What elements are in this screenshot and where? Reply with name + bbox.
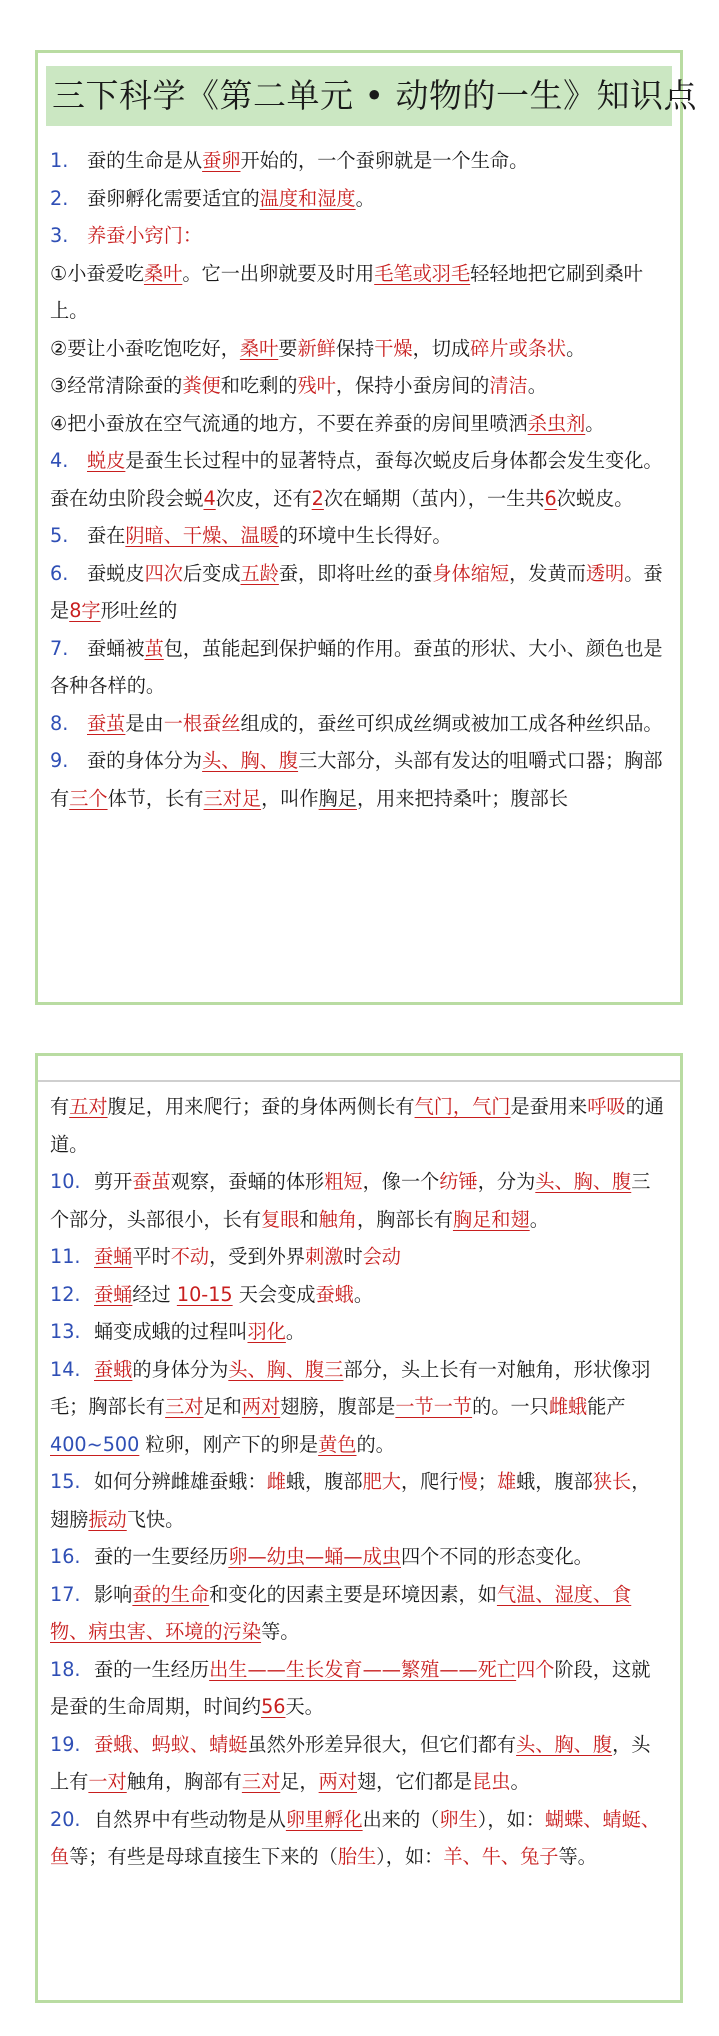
list-item: 5. 蚕在阴暗、干燥、温暖的环境中生长得好。	[50, 517, 668, 555]
item-number: 2.	[50, 186, 69, 210]
item-number: 9.	[50, 749, 69, 772]
list-item: ③经常清除蚕的粪便和吃剩的残叶，保持小蚕房间的清洁。	[50, 374, 547, 397]
item-number: 10.	[50, 1170, 81, 1193]
item-number: 3.	[50, 224, 69, 247]
list-item: 2. 蚕卵孵化需要适宜的温度和湿度。	[50, 180, 668, 218]
notes-card-2	[35, 1053, 683, 2003]
item-number: 11.	[50, 1245, 81, 1268]
list-item: 10. 剪开蚕茧观察，蚕蛹的体形粗短，像一个纺锤，分为头、胸、腹三个部分，头部很小，长有复眼和触角，胸部长有胸足和翅。	[50, 1163, 668, 1238]
item-number: 8.	[50, 711, 69, 735]
item-number: 14.	[50, 1357, 81, 1381]
list-item: 13. 蛹变成蛾的过程叫羽化。	[50, 1313, 668, 1351]
list-item: 有五对腹足，用来爬行；蚕的身体两侧长有气门，气门是蚕用来呼吸的通道。	[50, 1095, 664, 1156]
list-item: 4. 蜕皮是蚕生长过程中的显著特点，蚕每次蜕皮后身体都会发生变化。蚕在幼虫阶段会蜕4次皮，还有2次在蛹期（茧内），一生共6次蜕皮。	[50, 442, 668, 517]
list-item: 3. 养蚕小窍门：	[50, 217, 668, 255]
list-item: 15. 如何分辨雌雄蚕蛾：雌蛾，腹部肥大，爬行慢；雄蛾，腹部狭长，翅膀振动飞快。	[50, 1463, 668, 1538]
list-item: 14. 蚕蛾的身体分为头、胸、腹三部分，头上长有一对触角，形状像羽毛；胸部长有三对足和两对翅膀，腹部是一节一节的。一只雌蛾能产 400~500 粒卵，刚产下的卵是黄色的。	[50, 1351, 668, 1464]
item-number: 16.	[50, 1545, 81, 1568]
page-title: 三下科学《第二单元 • 动物的一生》知识点	[46, 66, 672, 126]
item-number: 18.	[50, 1657, 81, 1681]
list-item: ②要让小蚕吃饱吃好，桑叶要新鲜保持干燥，切成碎片或条状。	[50, 336, 586, 360]
notes-card-1	[35, 50, 697, 1005]
list-item: 11. 蚕蛹平时不动，受到外界刺激时会动	[50, 1238, 668, 1276]
divider	[38, 1080, 680, 1082]
item-number: 20.	[50, 1807, 81, 1831]
list-item: 6. 蚕蜕皮四次后变成五龄蚕，即将吐丝的蚕身体缩短，发黄而透明。蚕是8字形吐丝的	[50, 555, 668, 630]
item-number: 5.	[50, 524, 69, 547]
list-item: 12. 蚕蛹经过 10-15 天会变成蚕蛾。	[50, 1276, 668, 1314]
card-1-content	[38, 142, 680, 817]
list-item: 1. 蚕的生命是从蚕卵开始的，一个蚕卵就是一个生命。	[50, 142, 668, 180]
item-number: 13.	[50, 1320, 81, 1343]
item-number: 17.	[50, 1582, 81, 1606]
list-item: ①小蚕爱吃桑叶。它一出卵就要及时用毛笔或羽毛轻轻地把它刷到桑叶上。	[50, 261, 643, 322]
list-item: 16. 蚕的一生要经历卵—幼虫—蛹—成虫四个不同的形态变化。	[50, 1538, 668, 1576]
list-item: 18. 蚕的一生经历出生——生长发育——繁殖——死亡四个阶段，这就是蚕的生命周期，时间约56天。	[50, 1651, 668, 1726]
item-number: 4.	[50, 449, 69, 472]
card-2-content	[38, 1080, 680, 1876]
item-number: 19.	[50, 1732, 81, 1756]
item-number: 15.	[50, 1470, 81, 1493]
item-number: 6.	[50, 561, 69, 585]
list-item: 20. 自然界中有些动物是从卵里孵化出来的（卵生），如：蝴蝶、蜻蜓、鱼等；有些是母球直接生下来的（胎生），如：羊、牛、兔子等。	[50, 1801, 668, 1876]
list-item: 9. 蚕的身体分为头、胸、腹三大部分，头部有发达的咀嚼式口器；胸部有三个体节，长有三对足，叫作胸足，用来把持桑叶；腹部长	[50, 742, 668, 817]
item-number: 12.	[50, 1282, 81, 1306]
list-item: 8. 蚕茧是由一根蚕丝组成的，蚕丝可织成丝绸或被加工成各种丝织品。	[50, 705, 668, 743]
list-item: ④把小蚕放在空气流通的地方，不要在养蚕的房间里喷洒杀虫剂。	[50, 411, 605, 435]
list-item: 17. 影响蚕的生命和变化的因素主要是环境因素，如气温、湿度、食物、病虫害、环境的污染等。	[50, 1576, 668, 1651]
list-item: 19. 蚕蛾、蚂蚁、蜻蜓虽然外形差异很大，但它们都有头、胸、腹，头上有一对触角，胸部有三对足，两对翅，它们都是昆虫。	[50, 1726, 668, 1801]
list-item: 7. 蚕蛹被茧包，茧能起到保护蛹的作用。蚕茧的形状、大小、颜色也是各种各样的。	[50, 630, 668, 705]
item-number: 7.	[50, 636, 69, 660]
item-number: 1.	[50, 149, 69, 172]
